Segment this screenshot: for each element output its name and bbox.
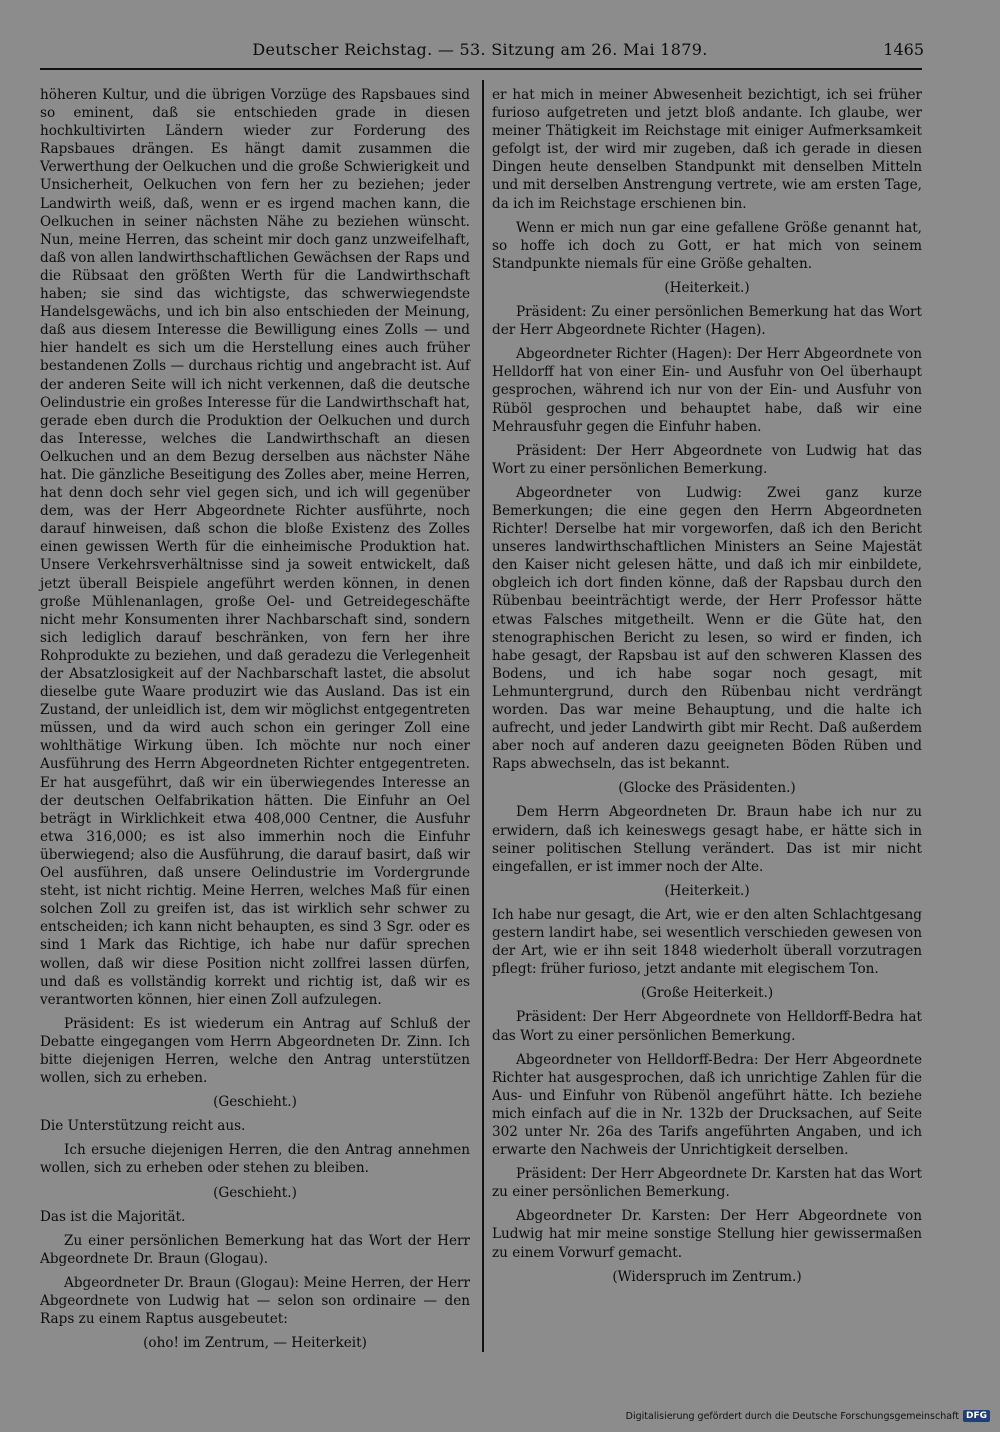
paragraph: Präsident: Der Herr Abgeordnete Dr. Karsten hat das Wort zu einer persönlichen Bemerkung.: [492, 1166, 922, 1201]
stage-direction: (Heiterkeit.): [664, 882, 750, 899]
paragraph: Ich ersuche diejenigen Herren, die den Antrag annehmen wollen, sich zu erheben oder stehen zu bleiben.: [40, 1142, 470, 1177]
page-number: 1465: [883, 40, 924, 59]
stage-direction: (Geschieht.): [213, 1094, 297, 1111]
paragraph: er hat mich in meiner Abwesenheit bezichtigt, ich sei früher furioso aufgetreten und jetzt bloß andante. Ich glaube, wer meiner Thätigkeit im Reichstage mit einiger Aufmerksamkeit gefolgt ist, der wird mir zugeben, daß ich gerade in diesen Dingen heute denselben Standpunkt mit denselben Mitteln und mit derselben Anstrengung vertrete, wie am ersten Tage, da ich im Reichstage erschienen bin.: [492, 87, 922, 212]
stage-direction: (Heiterkeit.): [664, 279, 750, 296]
paragraph: Dem Herrn Abgeordneten Dr. Braun habe ich nur zu erwidern, daß ich keineswegs gesagt habe, er hätte sich in seiner politischen Stellung verändert. Das ist mir nicht eingefallen, er ist immer noch der Alte.: [492, 804, 922, 875]
digitization-credit: [626, 1410, 990, 1422]
paragraph: Abgeordneter Richter (Hagen): Der Herr Abgeordnete von Helldorff hat von einer Ein- und Ausfuhr von Oel überhaupt gesprochen, während ich nur von der Ein- und Ausfuhr von Rüböl gesprochen und behauptet habe, daß wir eine Mehrausfuhr gegen die Einfuhr haben.: [492, 346, 922, 435]
paragraph: Wenn er mich nun gar eine gefallene Größe genannt hat, so hoffe ich doch zu Gott, er hat mich von seinem Standpunkte niemals für eine Größe gehalten.: [492, 219, 922, 272]
dfg-logo: DFG: [963, 1410, 990, 1422]
stage-direction: (Widerspruch im Zentrum.): [612, 1268, 802, 1285]
paragraph: Ich habe nur gesagt, die Art, wie er den alten Schlachtgesang gestern landirt habe, sei wesentlich verschieden gewesen von der Art, wie er ihn seit 1848 wiederholt überall vorzutragen pflegt: früher furioso, jetzt andante mit elegischem Ton.: [492, 906, 922, 978]
paragraph: Präsident: Der Herr Abgeordnete von Ludwig hat das Wort zu einer persönlichen Bemerkung.: [492, 442, 922, 477]
paragraph: Die Unterstützung reicht aus.: [40, 1118, 246, 1135]
paragraph: Präsident: Es ist wiederum ein Antrag auf Schluß der Debatte eingegangen vom Herrn Abgeordneten Dr. Zinn. Ich bitte diejenigen Herren, welche den Antrag unterstützen wollen, sich zu erheben.: [40, 1015, 470, 1087]
paragraph: Zu einer persönlichen Bemerkung hat das Wort der Herr Abgeordnete Dr. Braun (Glogau).: [40, 1232, 470, 1267]
right-column: [492, 86, 922, 1292]
paragraph: höheren Kultur, und die übrigen Vorzüge des Rapsbaues sind so eminent, daß sie entschieden grade in diesen hochkultivirten Ländern wieder zur Forderung des Rapsbaues drängen. Es hängt damit zusammen die Verwerthung der Oelkuchen und die große Schwierigkeit und Unsicherheit, Oelkuchen von fern her zu beziehen; jeder Landwirth weiß, daß, wenn er es irgend machen kann, die Oelkuchen in seiner nächsten Nähe zu beziehen wünscht. Nun, meine Herren, das scheint mir doch ganz unzweifelhaft, daß von allen landwirthschaftlichen Gewächsen der Raps und die Rübsaat den größten Werth für die Landwirthschaft haben; sie sind das wichtigste, das schwerwiegendste Handelsgewächs, und ich bin also entschieden der Meinung, daß aus diesem Interesse die Bewilligung eines Zolls — und hier handelt es sich um die Herstellung eines auch früher bestandenen Zolls — durchaus richtig und angebracht ist. Auf der anderen Seite will ich nicht verkennen, daß die deutsche Oelindustrie ein großes Interesse für die Landwirthschaft hat, gerade eben durch die Produktion der Oelkuchen und durch das Interesse, welches die Landwirthschaft an diesen Oelkuchen und an dem Bezug derselben aus nächster Nähe hat. Die gänzliche Beseitigung des Zolles aber, meine Herren, hat denn doch sehr viel gegen sich, und ich will gegenüber dem, was der Herr Abgeordnete Richter ausführte, noch darauf hinweisen, daß schon die bloße Existenz des Zolles einen gewissen Werth für die einheimische Produktion hat. Unsere Verkehrsverhältnisse sind ja soweit entwickelt, daß jetzt überall Beispiele angeführt werden können, in denen große Mühlenanlagen, große Oel- und Getreidegeschäfte nicht mehr Konsumenten ihrer Nachbarschaft sind, sondern sich lediglich darauf beschränken, von fern her ihre Rohprodukte zu beziehen, und daß geradezu die Verlegenheit der Absatzlosigkeit auf der Nachbarschaft lastet, die absolut dieselbe gute Waare produzirt wie das Ausland. Das ist ein Zustand, der unleidlich ist, dem wir möglichst entgegentreten müssen, und da wird auch schon ein geringer Zoll eine wohlthätige Wirkung üben. Ich möchte nur noch einer Ausführung des Herrn Abgeordneten Richter entgegentreten. Er hat ausgeführt, daß wir ein überwiegendes Interesse an der deutschen Oelfabrikation hätten. Die Einfuhr an Oel beträgt in Wirklichkeit etwa 408,000 Centner, die Ausfuhr etwa 316,000; es ist also immerhin noch die Einfuhr überwiegend; also die Ausführung, die darauf basirt, daß wir Oel ausführen, daß unsere Oelindustrie im Vordergrunde steht, ist nicht richtig. Meine Herren, welches Maß für einen solchen Zoll zu greifen ist, das ist wirklich sehr schwer zu entscheiden; ich kann nicht behaupten, es sind 3 Sgr. oder es sind 1 Mark das Richtige, ich habe nur dafür sprechen wollen, daß wir diese Position nicht zollfrei lassen dürfen, und daß es vollständig korrekt und richtig ist, daß wir es verantworten können, hier einen Zoll aufzulegen.: [40, 87, 470, 1008]
paragraph: Abgeordneter von Ludwig: Zwei ganz kurze Bemerkungen; die eine gegen den Herrn Abgeordneten Richter! Derselbe hat mir vorgeworfen, daß ich den Bericht unseres landwirthschaftlichen Ministers an Seine Majestät den Kaiser nicht gelesen hätte, und daß ich mir einbildete, obgleich ich dort finden könne, daß der Rapsbau durch den Rübenbau beeinträchtigt werde, der Herr Professor hätte etwas Falsches mitgetheilt. Wenn er die Güte hat, den stenographischen Bericht zu lesen, so wird er finden, ich habe gesagt, der Rapsbau ist auf den schweren Klassen des Bodens, und ich habe sogar noch gesagt, mit Lehmuntergrund, durch den Rübenbau nicht verdrängt worden. Das war meine Behauptung, und die halte ich aufrecht, und jeder Landwirth gibt mir Recht. Daß außerdem aber noch auf anderen dazu geeigneten Böden Rüben und Raps abwechseln, das ist bekannt.: [492, 484, 922, 773]
paragraph: Abgeordneter Dr. Braun (Glogau): Meine Herren, der Herr Abgeordnete von Ludwig hat — selon son ordinaire — den Raps zu einem Raptus ausgebeutet:: [40, 1274, 470, 1328]
paragraph: Präsident: Der Herr Abgeordnete von Helldorff-Bedra hat das Wort zu einer persönlichen Bemerkung.: [492, 1009, 922, 1044]
stage-direction: (Große Heiterkeit.): [640, 985, 774, 1002]
stage-direction: (Glocke des Präsidenten.): [618, 780, 796, 797]
header-title: Deutscher Reichstag. — 53. Sitzung am 26. Mai 1879.: [252, 40, 708, 59]
header-rule: [40, 68, 922, 70]
paragraph: Abgeordneter von Helldorff-Bedra: Der Herr Abgeordnete Richter hat ausgesprochen, daß ich unrichtige Zahlen für die Aus- und Einfuhr von Rübenöl angeführt hätte. Ich beziehe mich einfach auf die in Nr. 132b der Drucksachen, auf Seite 302 unter Nr. 26a des Tarifs angeführten Angaben, und ich erwarte den Nachweis der Unrichtigkeit derselben.: [492, 1051, 922, 1159]
stage-direction: (Geschieht.): [213, 1184, 297, 1201]
stage-direction: (oho! im Zentrum, — Heiterkeit): [143, 1335, 367, 1352]
paragraph: Abgeordneter Dr. Karsten: Der Herr Abgeordnete von Ludwig hat mir meine sonstige Stellung hier gewissermaßen zu einem Vorwurf gemacht.: [492, 1208, 922, 1261]
column-divider: [482, 80, 484, 1352]
paragraph: Das ist die Majorität.: [40, 1208, 186, 1225]
paragraph: Präsident: Zu einer persönlichen Bemerkung hat das Wort der Herr Abgeordnete Richter (Hagen).: [492, 304, 922, 339]
left-column: [40, 86, 470, 1358]
running-header: [40, 40, 924, 68]
credit-text: Digitalisierung gefördert durch die Deutsche Forschungsgemeinschaft: [625, 1410, 959, 1422]
